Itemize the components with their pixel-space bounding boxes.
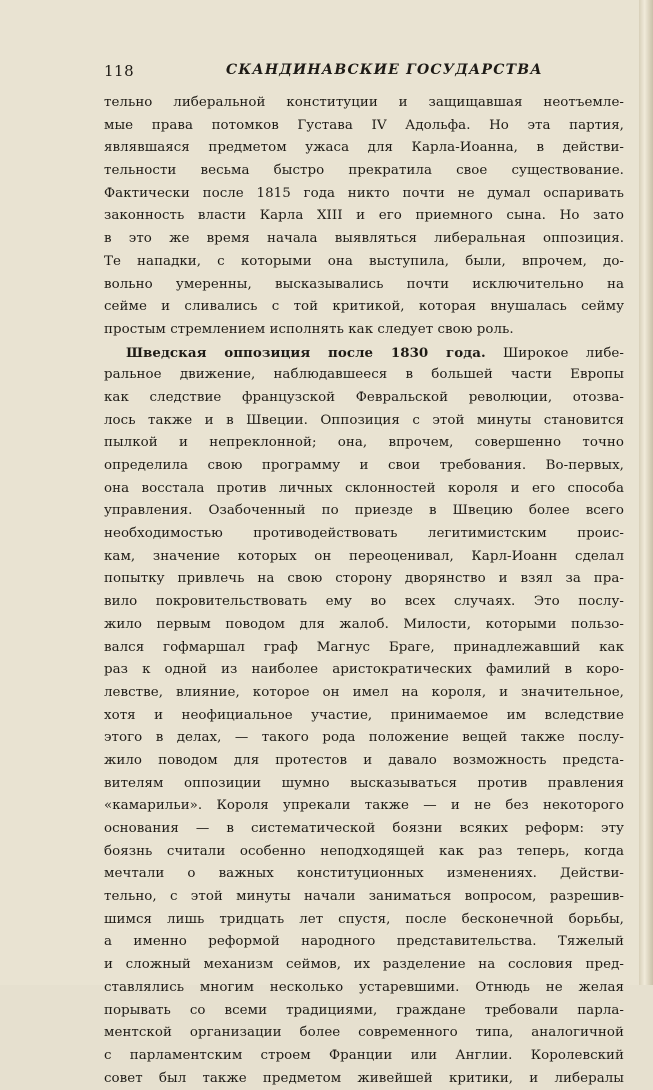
- text-line: вольно умеренны, высказывались почти исключительно на: [104, 276, 624, 292]
- text-line: кам, значение которых он переоценивал, Карл-Иоанн сделал: [104, 548, 624, 564]
- text-line: являвшаяся предметом ужаса для Карла-Иоанна, в действи-: [104, 140, 624, 156]
- text-line: в это же время начала выявляться либеральная оппозиция.: [104, 231, 624, 247]
- text-line: необходимостью противодействовать легитимистским проис-: [104, 526, 624, 542]
- text-line: хотя и неофициальное участие, принимаемое им вследствие: [104, 707, 624, 723]
- text-line: шимся лишь тридцать лет спустя, после бесконечной борьбы,: [104, 911, 624, 927]
- text-line: тельно либеральной конституции и защищавшая неотъемле-: [104, 95, 624, 110]
- text-line: «камарильи». Короля упрекали также — и не без некоторого: [104, 798, 624, 814]
- text-line: сейме и сливались с той критикой, которая внушалась сейму: [104, 299, 624, 315]
- text-line: мые права потомков Густава IV Адольфа. Но эта партия,: [104, 117, 624, 133]
- text-line: а именно реформой народного представительства. Тяжелый: [104, 934, 624, 950]
- text-line: простым стремлением исполнять как следует свою роль.: [104, 321, 514, 337]
- text-line: вило покровительствовать ему во всех случаях. Это послу-: [104, 594, 624, 610]
- text-line: вителям оппозиции шумно высказываться против правления: [104, 775, 624, 791]
- text-line: тельности весьма быстро прекратила свое существование.: [104, 163, 624, 179]
- text-line: жило поводом для протестов и давало возможность предста-: [104, 752, 624, 768]
- section-heading-line: [104, 342, 624, 365]
- text-line: тельно, с этой минуты начали заниматься вопросом, разрешив-: [104, 889, 624, 905]
- text-line: законность власти Карла XIII и его приемного сына. Но зато: [104, 208, 624, 224]
- text-line: лось также и в Швеции. Оппозиция с этой минуты становится: [104, 412, 624, 428]
- text-line: раз к одной из наиболее аристократических фамилий в коро-: [104, 662, 624, 678]
- text-line: попытку привлечь на свою сторону дворянство и взял за пра-: [104, 571, 624, 587]
- page-number: 118: [104, 62, 135, 80]
- text-line: с парламентским строем Франции или Англии. Королевский: [104, 1047, 624, 1063]
- text-line: ральное движение, наблюдавшееся в большей части Европы: [104, 367, 624, 383]
- text-line: Те нападки, с которыми она выступила, были, впрочем, до-: [104, 253, 624, 269]
- text-line: ментской организации более современного типа, аналогичной: [104, 1025, 624, 1041]
- text-line: пылкой и непреклонной; она, впрочем, совершенно точно: [104, 435, 624, 451]
- text-line: определила свою программу и свои требования. Во-первых,: [104, 458, 624, 473]
- text-line: вался гофмаршал граф Магнус Браге, принадлежавший как: [104, 639, 624, 655]
- text-line: ставлялись многим несколько устаревшими. Отнюдь не желая: [104, 979, 624, 995]
- text-line: этого в делах, — такого рода положение вещей также послу-: [104, 730, 624, 746]
- text-line: боязнь считали особенно неподходящей как раз теперь, когда: [104, 843, 624, 859]
- text-line: как следствие французской Февральской революции, отозва-: [104, 389, 624, 405]
- page-edge: [639, 0, 653, 985]
- text-line: жило первым поводом для жалоб. Милости, которыми пользо-: [104, 616, 624, 632]
- body-text: [104, 92, 624, 1090]
- text-line: управления. Озабоченный по приезде в Швецию более всего: [104, 503, 624, 519]
- section-heading-tail: Широкое либе-: [502, 345, 624, 361]
- text-line: основания — в систематической боязни всяких реформ: эту: [104, 821, 624, 836]
- text-line: совет был также предметом живейшей критики, и либералы: [104, 1070, 624, 1086]
- text-line: Фактически после 1815 года никто почти не думал оспаривать: [104, 185, 624, 201]
- page-header: [104, 62, 604, 84]
- section-heading: Шведская оппозиция после 1830 года.: [126, 344, 486, 361]
- text-line: левстве, влияние, которое он имел на короля, и значительное,: [104, 684, 624, 700]
- text-line: она восстала против личных склонностей короля и его способа: [104, 480, 624, 496]
- text-line: и сложный механизм сеймов, их разделение на сословия пред-: [104, 957, 624, 973]
- text-line: мечтали о важных конституционных изменениях. Действи-: [104, 866, 624, 882]
- running-title: СКАНДИНАВСКИЕ ГОСУДАРСТВА: [226, 62, 543, 78]
- text-line: порывать со всеми традициями, граждане требовали парла-: [104, 1002, 624, 1018]
